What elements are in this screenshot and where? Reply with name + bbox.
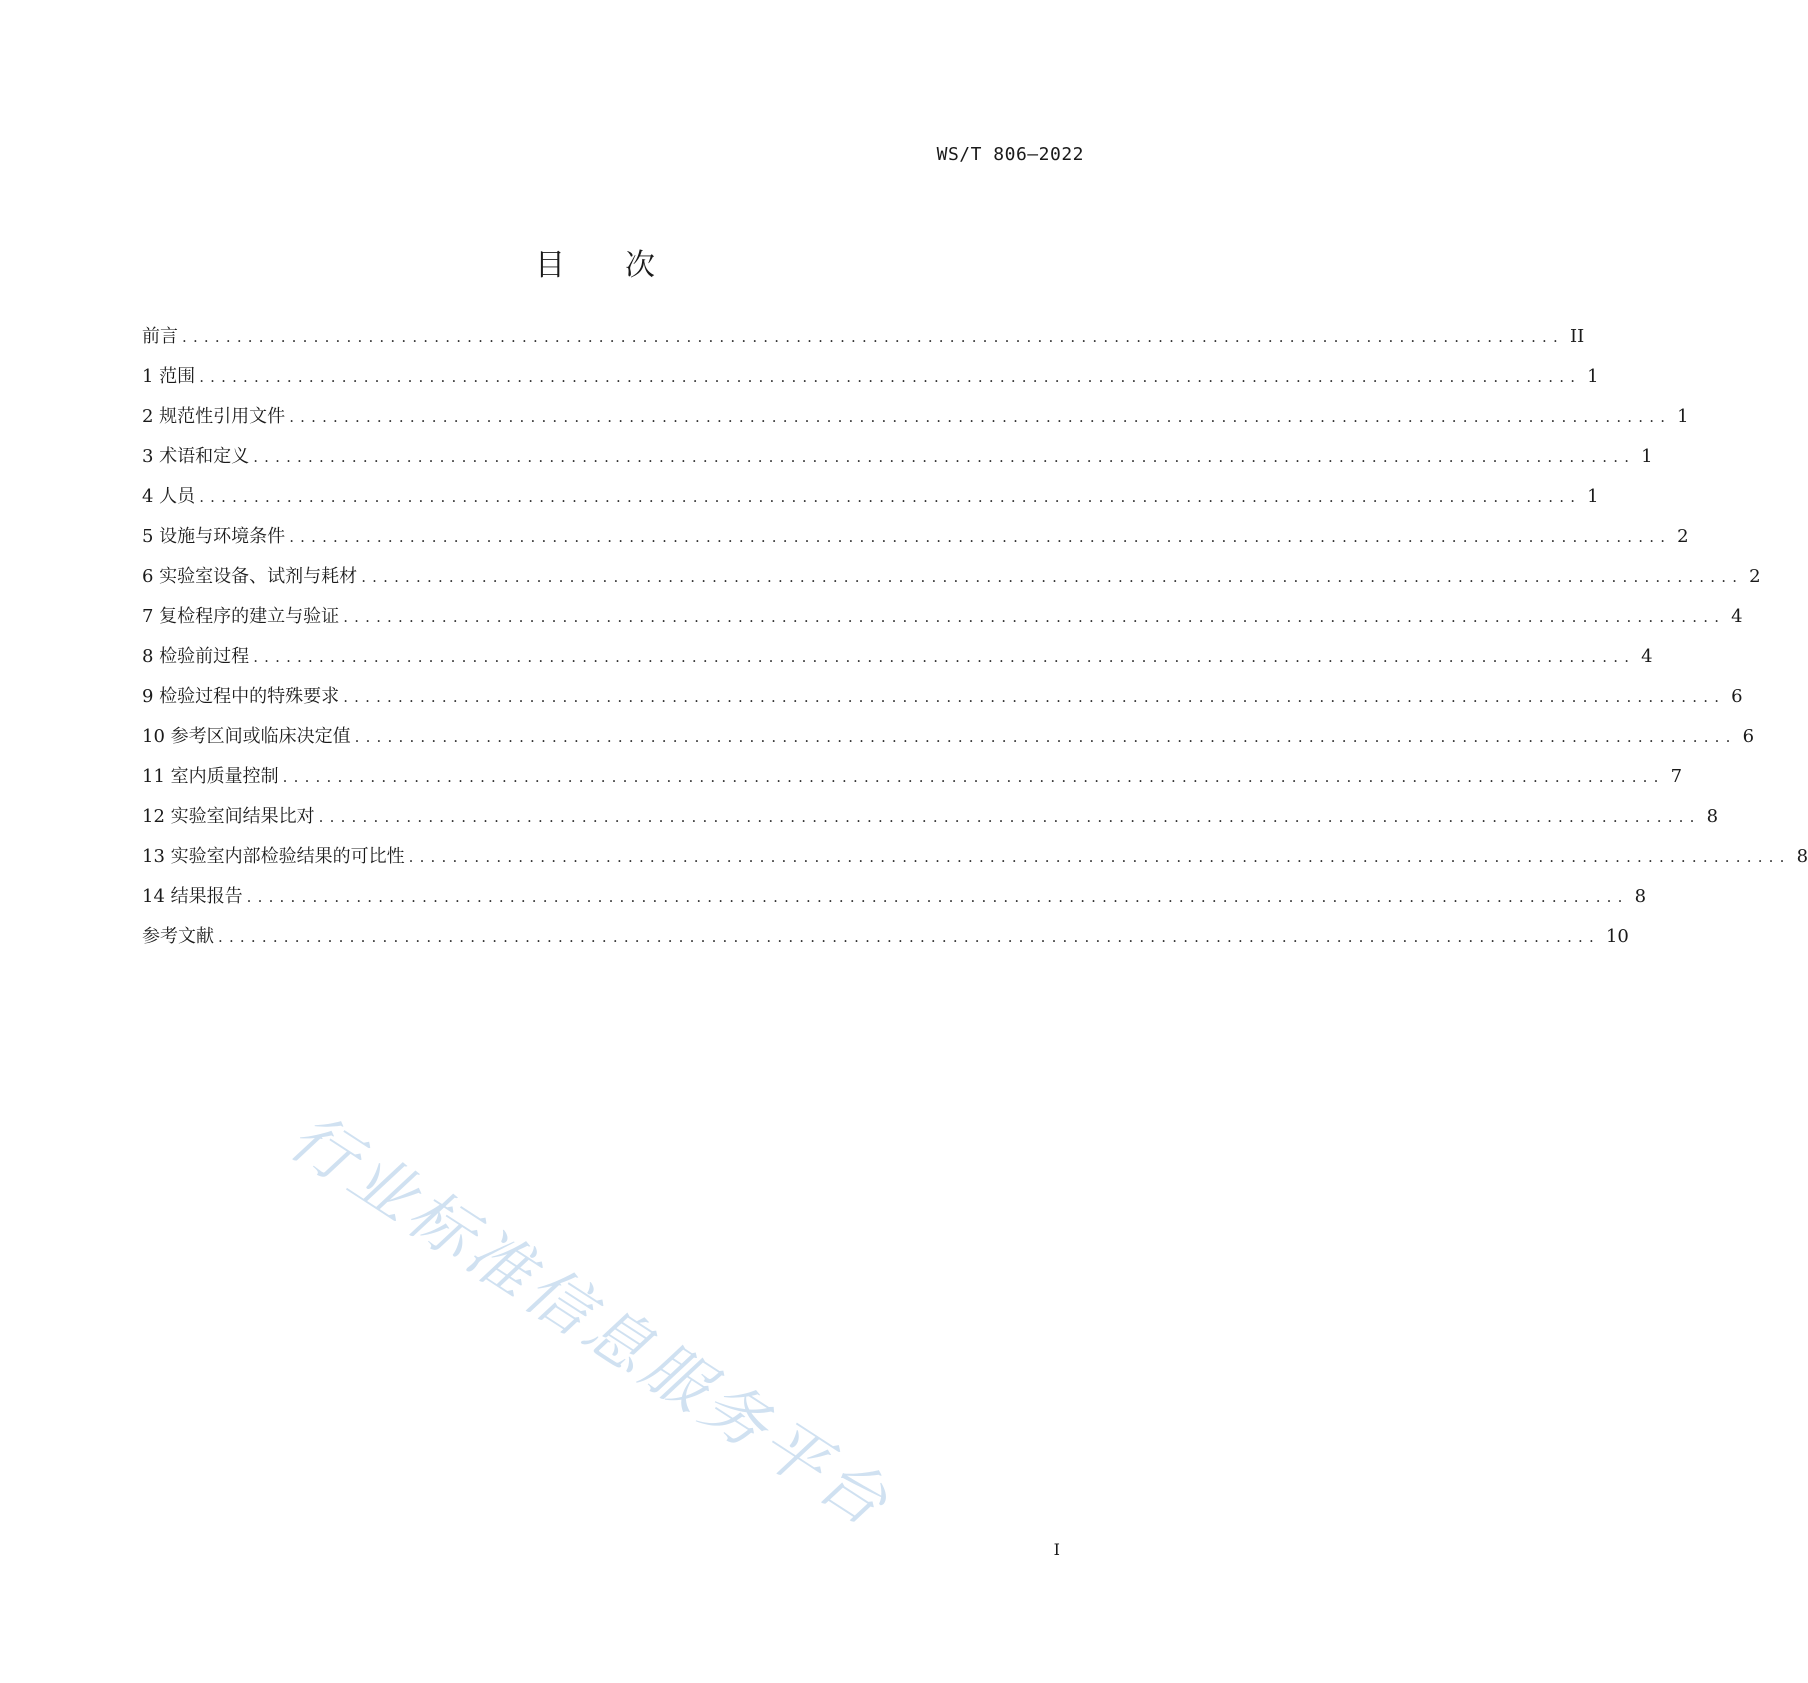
toc-entry-3[interactable]: [142, 445, 1653, 485]
toc-entry-page: 8: [1634, 886, 1647, 907]
toc-leader-dots: ..............................................................................................................................: [361, 568, 1744, 586]
toc-entry-label: 14 结果报告: [142, 886, 243, 907]
toc-entry-label: 11 室内质量控制: [142, 766, 279, 787]
toc-entry-page: 8: [1706, 806, 1719, 827]
toc-entry-14[interactable]: [142, 885, 1647, 925]
toc-leader-dots: ..............................................................................................................................: [182, 328, 1564, 346]
toc-leader-dots: ..............................................................................................................................: [246, 888, 1629, 906]
toc-leader-dots: ..............................................................................................................................: [289, 408, 1672, 426]
watermark: 行业标准信息服务平台: [276, 1100, 904, 1544]
toc-leader-dots: ..............................................................................................................................: [343, 608, 1726, 626]
toc-entry-label: 3 术语和定义: [142, 446, 250, 467]
toc-entry-page: 1: [1587, 366, 1599, 387]
toc-entry-label: 8 检验前过程: [142, 646, 250, 667]
table-of-contents: [142, 325, 1808, 965]
toc-entry-9[interactable]: [142, 685, 1743, 725]
toc-entry-page: 4: [1641, 646, 1653, 667]
toc-leader-dots: ..............................................................................................................................: [408, 848, 1791, 866]
toc-entry-8[interactable]: [142, 645, 1653, 685]
toc-entry-label: 2 规范性引用文件: [142, 406, 286, 427]
toc-entry-page: 2: [1677, 526, 1689, 547]
toc-entry-page: 10: [1605, 926, 1629, 947]
toc-entry-label: 13 实验室内部检验结果的可比性: [142, 846, 405, 867]
toc-entry-bibliography[interactable]: [142, 925, 1629, 965]
toc-entry-page: 1: [1677, 406, 1689, 427]
toc-leader-dots: ..............................................................................................................................: [318, 808, 1701, 826]
toc-entry-label: 7 复检程序的建立与验证: [142, 606, 340, 627]
toc-entry-13[interactable]: [142, 845, 1808, 885]
toc-entry-label: 12 实验室间结果比对: [142, 806, 315, 827]
toc-entry-1[interactable]: [142, 365, 1599, 405]
title-char-1: 目: [535, 248, 565, 283]
toc-entry-label: 1 范围: [142, 366, 196, 387]
toc-entry-11[interactable]: [142, 765, 1683, 805]
toc-entry-2[interactable]: [142, 405, 1689, 445]
toc-entry-label: 参考文献: [142, 926, 214, 947]
toc-entry-page: 1: [1641, 446, 1653, 467]
toc-entry-foreword[interactable]: [142, 325, 1585, 365]
toc-entry-label: 5 设施与环境条件: [142, 526, 286, 547]
toc-entry-page: 7: [1670, 766, 1683, 787]
toc-entry-4[interactable]: [142, 485, 1599, 525]
toc-leader-dots: ..............................................................................................................................: [253, 448, 1636, 466]
toc-leader-dots: ..............................................................................................................................: [199, 488, 1582, 506]
toc-entry-page: II: [1569, 326, 1585, 347]
toc-entry-12[interactable]: [142, 805, 1719, 845]
toc-entry-7[interactable]: [142, 605, 1743, 645]
toc-leader-dots: ..............................................................................................................................: [199, 368, 1582, 386]
toc-entry-page: 2: [1749, 566, 1761, 587]
toc-entry-label: 4 人员: [142, 486, 196, 507]
toc-entry-page: 1: [1587, 486, 1599, 507]
toc-leader-dots: ..............................................................................................................................: [343, 688, 1726, 706]
toc-entry-page: 6: [1742, 726, 1755, 747]
toc-entry-page: 4: [1731, 606, 1743, 627]
toc-entry-label: 前言: [142, 326, 178, 347]
toc-entry-label: 10 参考区间或临床决定值: [142, 726, 351, 747]
toc-leader-dots: ..............................................................................................................................: [289, 528, 1672, 546]
toc-entry-label: 9 检验过程中的特殊要求: [142, 686, 340, 707]
toc-entry-label: 6 实验室设备、试剂与耗材: [142, 566, 358, 587]
toc-entry-page: 6: [1731, 686, 1743, 707]
page-title: [0, 240, 1190, 284]
toc-entry-page: 8: [1796, 846, 1808, 867]
toc-leader-dots: ..............................................................................................................................: [354, 728, 1737, 746]
toc-leader-dots: ..............................................................................................................................: [253, 648, 1636, 666]
toc-entry-5[interactable]: [142, 525, 1689, 565]
toc-entry-10[interactable]: [142, 725, 1755, 765]
title-char-2: 次: [625, 248, 655, 283]
toc-leader-dots: ..............................................................................................................................: [218, 928, 1600, 946]
page-number: I: [1053, 1540, 1060, 1559]
toc-entry-6[interactable]: [142, 565, 1761, 605]
toc-leader-dots: ..............................................................................................................................: [282, 768, 1665, 786]
standard-number: WS/T 806—2022: [936, 144, 1084, 165]
